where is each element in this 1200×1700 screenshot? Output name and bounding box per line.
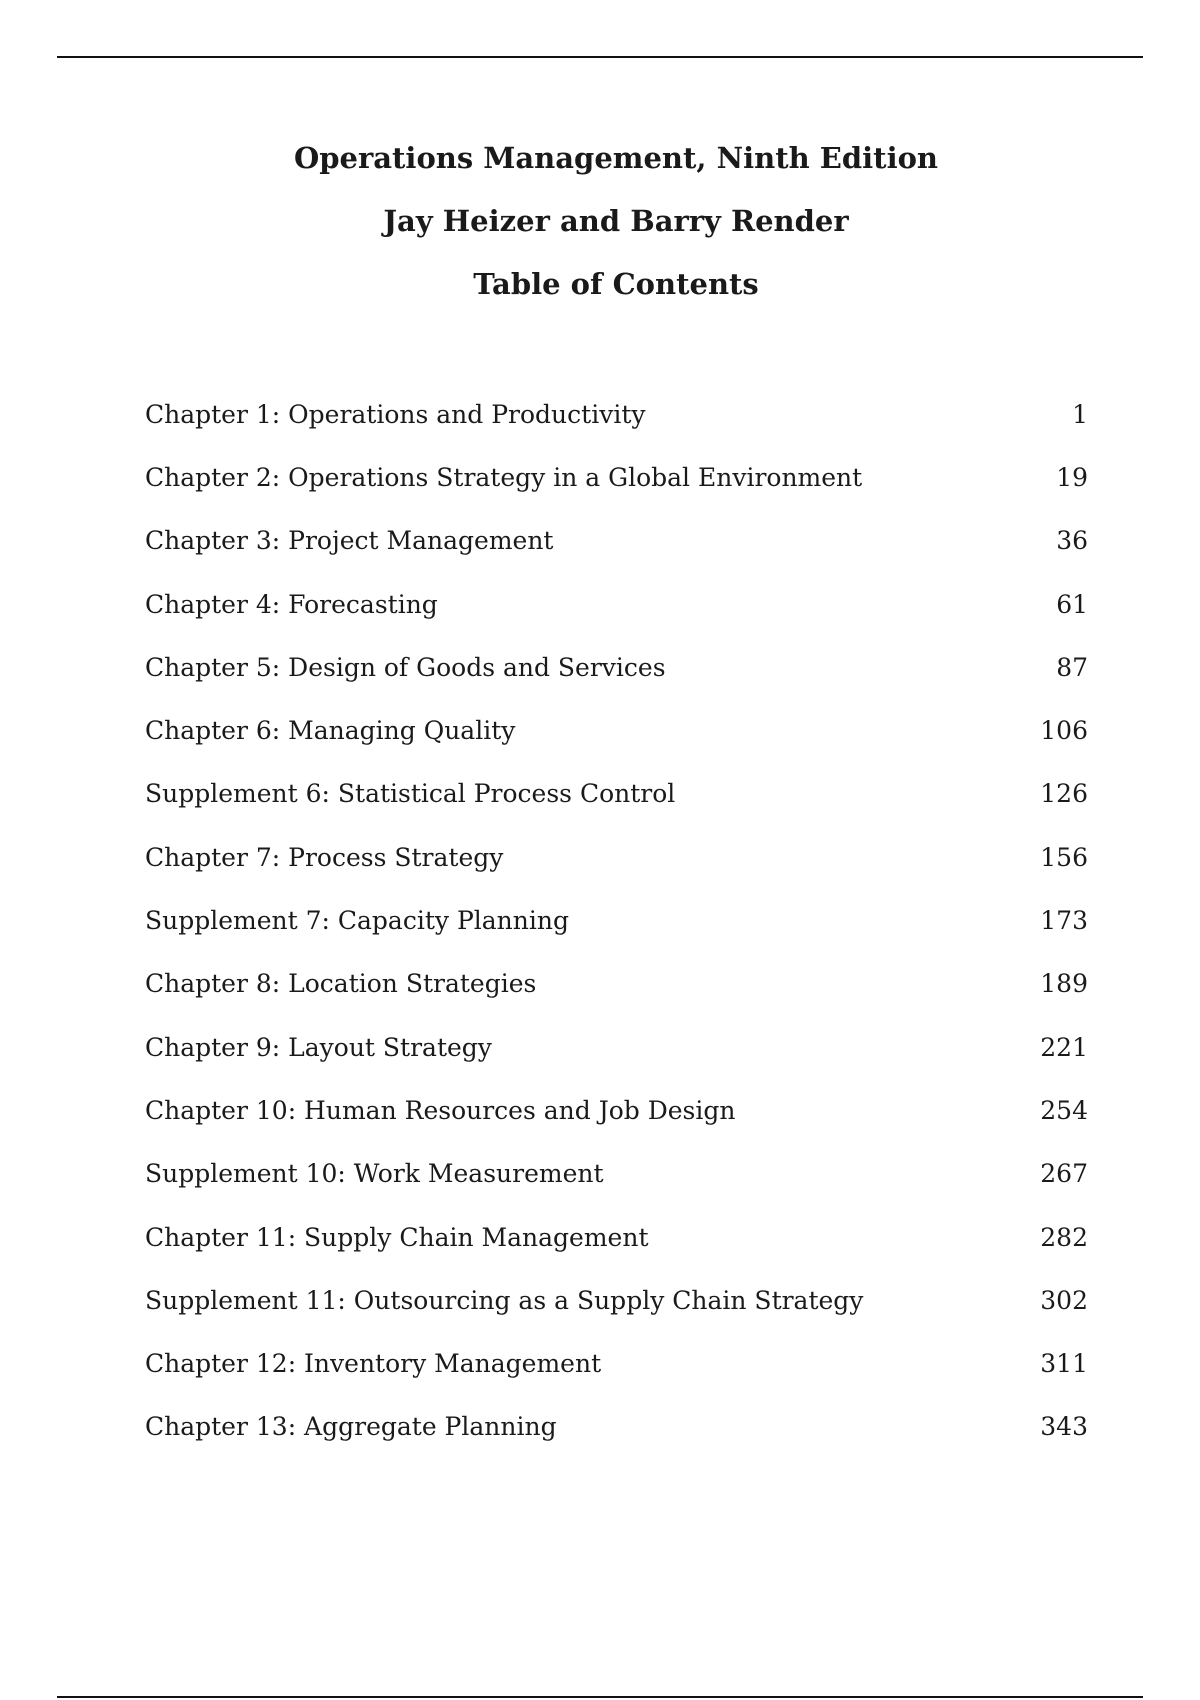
toc-entry-chapter-9 [145, 1016, 1088, 1079]
toc-entry-page: 36 [1056, 526, 1088, 556]
toc-entry-supplement-11 [145, 1269, 1088, 1332]
toc-entry-chapter-13 [145, 1396, 1088, 1459]
toc-entry-supplement-6 [145, 763, 1088, 826]
toc-entry-page: 19 [1056, 462, 1088, 492]
toc-entry-page: 173 [1040, 906, 1088, 936]
toc-entry-page: 1 [1072, 399, 1088, 429]
table-of-contents [145, 400, 1088, 1459]
toc-entry-chapter-11 [145, 1206, 1088, 1269]
toc-entry-page: 221 [1040, 1032, 1088, 1062]
toc-entry-chapter-7 [145, 826, 1088, 889]
toc-entry-page: 302 [1040, 1285, 1088, 1315]
toc-entry-title: Chapter 7: Process Strategy [145, 842, 504, 872]
toc-entry-title: Chapter 11: Supply Chain Management [145, 1222, 649, 1252]
toc-entry-chapter-4 [145, 573, 1088, 636]
toc-entry-title: Chapter 10: Human Resources and Job Design [145, 1095, 736, 1125]
top-rule [57, 56, 1143, 58]
toc-entry-page: 61 [1056, 589, 1088, 619]
toc-entry-title: Chapter 1: Operations and Productivity [145, 399, 646, 429]
toc-heading: Table of Contents [473, 267, 759, 301]
toc-entry-title: Chapter 5: Design of Goods and Services [145, 652, 666, 682]
title-block [0, 142, 1200, 331]
toc-entry-title: Supplement 7: Capacity Planning [145, 906, 569, 936]
toc-entry-chapter-5 [145, 636, 1088, 699]
toc-entry-title: Chapter 13: Aggregate Planning [145, 1412, 557, 1442]
toc-entry-chapter-3 [145, 510, 1088, 573]
toc-entry-chapter-10 [145, 1079, 1088, 1142]
toc-entry-chapter-12 [145, 1332, 1088, 1395]
toc-entry-title: Chapter 8: Location Strategies [145, 969, 537, 999]
toc-entry-title: Supplement 11: Outsourcing as a Supply Chain Strategy [145, 1285, 864, 1315]
toc-entry-chapter-6 [145, 699, 1088, 762]
toc-entry-title: Chapter 6: Managing Quality [145, 716, 516, 746]
toc-entry-title: Chapter 4: Forecasting [145, 589, 438, 619]
toc-entry-chapter-2 [145, 446, 1088, 509]
toc-entry-page: 106 [1040, 716, 1088, 746]
toc-entry-title: Supplement 6: Statistical Process Control [145, 779, 676, 809]
bottom-rule [57, 1696, 1143, 1698]
toc-entry-page: 267 [1040, 1159, 1088, 1189]
toc-entry-chapter-1 [145, 383, 1088, 446]
toc-entry-title: Chapter 3: Project Management [145, 526, 554, 556]
toc-entry-title: Supplement 10: Work Measurement [145, 1159, 604, 1189]
toc-entry-title: Chapter 12: Inventory Management [145, 1349, 602, 1379]
toc-entry-chapter-8 [145, 953, 1088, 1016]
book-title: Operations Management, Ninth Edition [293, 141, 939, 175]
toc-entry-title: Chapter 2: Operations Strategy in a Global Environment [145, 462, 863, 492]
toc-entry-page: 311 [1040, 1349, 1088, 1379]
toc-entry-supplement-10 [145, 1143, 1088, 1206]
toc-entry-page: 282 [1040, 1222, 1088, 1252]
toc-entry-title: Chapter 9: Layout Strategy [145, 1032, 492, 1062]
toc-entry-page: 343 [1040, 1412, 1088, 1442]
toc-entry-page: 126 [1040, 779, 1088, 809]
toc-entry-page: 87 [1056, 652, 1088, 682]
toc-entry-page: 254 [1040, 1095, 1088, 1125]
toc-entry-page: 156 [1040, 842, 1088, 872]
book-authors: Jay Heizer and Barry Render [383, 204, 849, 238]
toc-entry-supplement-7 [145, 889, 1088, 952]
toc-entry-page: 189 [1040, 969, 1088, 999]
